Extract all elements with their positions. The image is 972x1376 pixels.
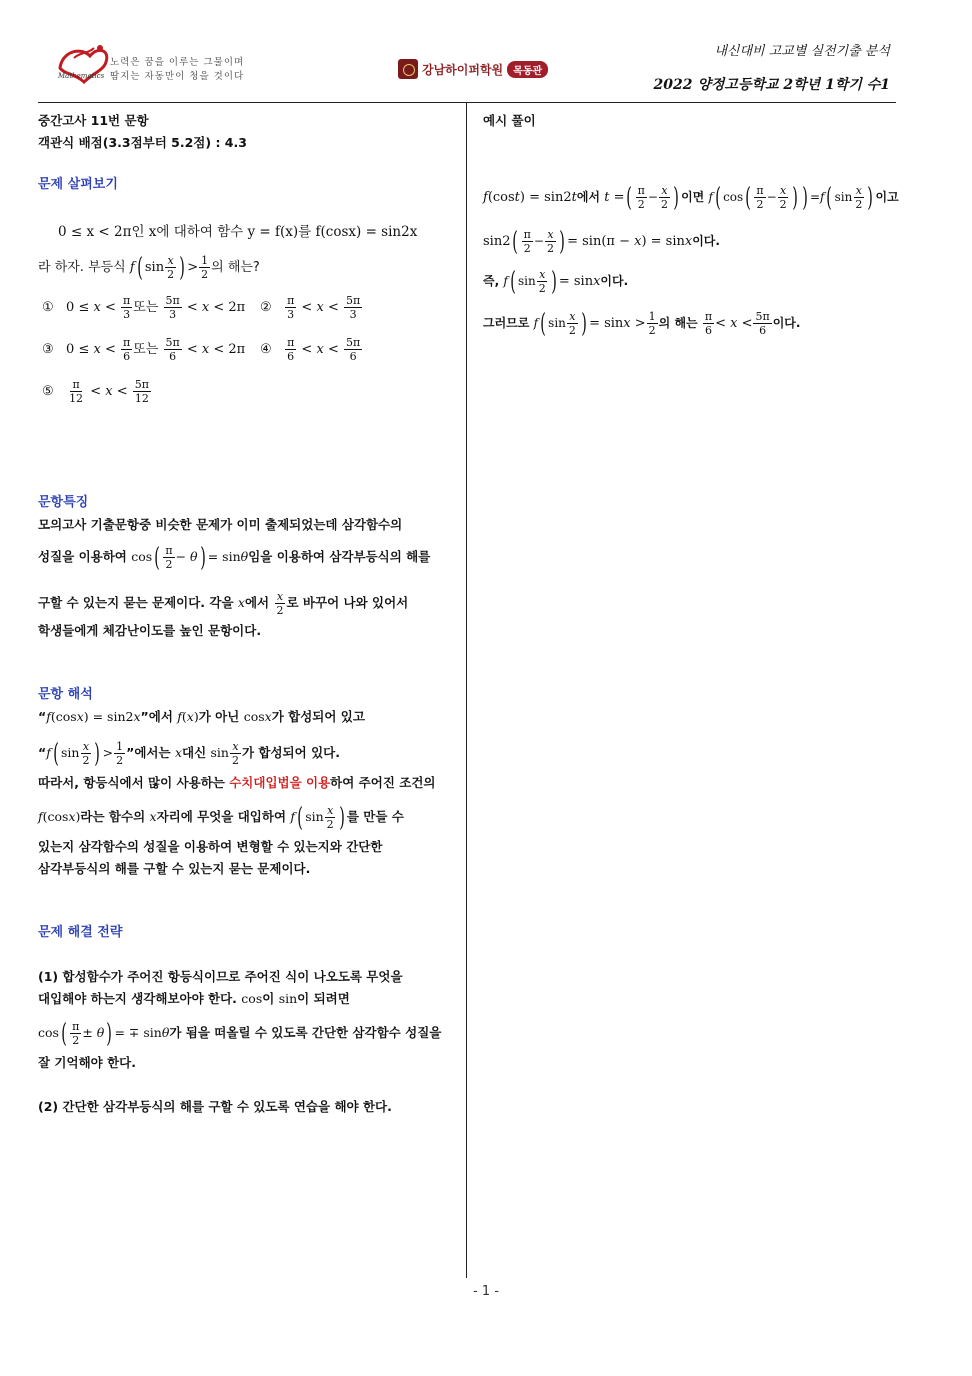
solution-line-3-pre: 즉, — [483, 274, 500, 288]
interp-line-2-b: 대신 — [182, 745, 207, 760]
header-divider — [38, 102, 896, 103]
solution-line-4-mid: 의 해는 — [658, 316, 698, 330]
problem-question: 의 해는? — [211, 260, 260, 275]
feature-line-3-post: 로 바꾸어 나와 있어서 — [286, 595, 409, 610]
problem-domain: 0 ≤ x < 2π — [58, 224, 132, 240]
academy-name: 강남하이퍼학원 — [422, 62, 504, 77]
solution-line-4-pre: 그러므로 — [483, 316, 530, 330]
interp-highlight: 수치대입법을 이용 — [229, 775, 331, 790]
strategy-1-line-4: 잘 기억해야 한다. — [38, 1055, 136, 1070]
problem-line-1 — [58, 223, 417, 241]
interp-line-1: “f(cosx) = sin2x”에서 f(x)가 아닌 cosx가 합성되어 있고 — [38, 709, 365, 724]
school-logo — [54, 38, 114, 90]
solution-line-2: sin2( $\frac{\pi}{2}$ − $\frac{x}{2}$ ) = sin(π − x) = sinx이다. — [483, 226, 720, 257]
strategy-1-line-2-mid: 이 — [262, 991, 275, 1006]
interp-line-6: 삼각부등식의 해를 구할 수 있는지 묻는 문제이다. — [38, 861, 311, 876]
choice-1[interactable]: ① 0 ≤ x < $\frac{\pi}{3}$ 또는 $\frac{5\pi}{3}$ < x < 2π — [42, 294, 246, 321]
academy-logo — [398, 59, 548, 79]
strategy-1-line-2-pre: 대입해야 하는지 생각해보아야 한다. — [38, 991, 237, 1006]
strategy-sin: sin — [278, 991, 298, 1006]
choice-number: ③ — [42, 342, 54, 357]
feature-line-4: 학생들에게 체감난이도를 높인 문항이다. — [38, 623, 262, 638]
problem-statement: 인 x에 대하여 함수 y = f(x)를 f(cosx) = sin2x — [131, 224, 418, 240]
strategy-1-line-2 — [38, 990, 350, 1008]
column-divider — [466, 103, 467, 1278]
problem-line-2: 라 하자. 부등식 f( sin $\frac{x}{2}$ ) > $\frac{1}{2}$ 의 해는? — [38, 252, 260, 283]
svg-text:Mathematics: Mathematics — [58, 72, 105, 80]
choice-4[interactable]: ④ $\frac{\pi}{6}$ < x < $\frac{5\pi}{6}$ — [260, 336, 361, 363]
strategy-1-line-2-post: 이 되려면 — [297, 991, 350, 1006]
strategy-1-line-3-post: 가 됨을 떠올릴 수 있도록 간단한 삼각함수 성질을 — [169, 1025, 442, 1040]
solution-line-2-end: 이다. — [692, 234, 720, 248]
choice-2[interactable]: ② $\frac{\pi}{3}$ < x < $\frac{5\pi}{3}$ — [260, 294, 361, 321]
solution-line-1-c: 이고 — [875, 190, 899, 204]
solution-line-1-a: 에서 — [576, 190, 601, 204]
interp-line-1-a: 에서 — [148, 709, 173, 724]
header-subtitle: 내신대비 고교별 실전기출 분석 — [714, 44, 890, 59]
section-title-features: 문항특징 — [38, 495, 89, 510]
strategy-1-line-1: (1) 합성함수가 주어진 항등식이므로 주어진 식이 나오도록 무엇을 — [38, 969, 403, 984]
problem-lead: 라 하자. 부등식 — [38, 260, 126, 275]
interp-line-4-b: 자리에 무엇을 대입하여 — [156, 809, 287, 824]
solution-line-3: 즉, f( sin $\frac{x}{2}$ ) = sinx이다. — [483, 266, 629, 297]
interp-line-4-a: 라는 함수의 — [80, 809, 146, 824]
choice-number: ④ — [260, 342, 272, 357]
feature-line-3: 구할 수 있는지 묻는 문제이다. 각을 x에서 $\frac{x}{2}$ 로 바꾸어 나와 있어서 — [38, 590, 409, 617]
feature-line-3-pre: 구할 수 있는지 묻는 문제이다. 각을 — [38, 595, 234, 610]
choice-number: ⑤ — [42, 384, 54, 399]
feature-line-1: 모의고사 기출문항중 비슷한 문제가 이미 출제되었는데 삼각함수의 — [38, 517, 403, 532]
solution-line-4: 그러므로 f( sin $\frac{x}{2}$ ) = sinx > $\frac{1}{2}$ 의 해는 $\frac{\pi}{6}$ < x < $\frac{5\pi}{6}$ 이다. — [483, 308, 801, 339]
choice-5[interactable]: ⑤ $\frac{\pi}{12}$ < x < $\frac{5\pi}{12}$ — [42, 378, 149, 405]
header-title: 2022 양정고등학교 2학년 1학기 수1 — [653, 77, 890, 93]
branch-badge: 목동관 — [507, 61, 548, 78]
interp-line-1-c: 가 합성되어 있고 — [271, 709, 365, 724]
choice-number: ② — [260, 300, 272, 315]
interp-line-2-c: 가 합성되어 있다. — [241, 745, 340, 760]
section-title-interpretation: 문항 해석 — [38, 687, 93, 702]
interp-line-3 — [38, 774, 435, 792]
meta-line-2: 객관식 배점(3.3점부터 5.2점) : 4.3 — [38, 135, 247, 150]
academy-crest-icon — [398, 59, 418, 79]
motto-line-1: 노력은 꿈을 이루는 그물이며 — [110, 57, 245, 68]
interp-line-5: 있는지 삼각함수의 성질을 이용하여 변형할 수 있는지와 간단한 — [38, 839, 383, 854]
interp-line-2: “f( sin $\frac{x}{2}$ ) > $\frac{1}{2}$ ”에서는 x대신 sin $\frac{x}{2}$ 가 합성되어 있다. — [38, 738, 340, 769]
feature-line-2-pre: 성질을 이용하여 — [38, 549, 127, 564]
interp-line-3-pre: 따라서, 항등식에서 많이 사용하는 — [38, 775, 225, 790]
choice-number: ① — [42, 300, 54, 315]
feature-line-3-mid: 에서 — [244, 595, 270, 610]
interp-line-3-post: 하여 주어진 조건의 — [330, 775, 436, 790]
solution-line-4-end: 이다. — [772, 316, 801, 330]
feature-line-2: 성질을 이용하여 cos( $\frac{\pi}{2}$ − θ) = sinθ임을 이용하여 삼각부등식의 해를 — [38, 542, 431, 573]
choice-3[interactable]: ③ 0 ≤ x < $\frac{\pi}{6}$ 또는 $\frac{5\pi}{6}$ < x < 2π — [42, 336, 246, 363]
interp-line-1-b: 가 아닌 — [198, 709, 240, 724]
interp-line-4: f(cosx)라는 함수의 x자리에 무엇을 대입하여 f( sin $\frac{x}{2}$ ) 를 만들 수 — [38, 802, 404, 833]
page-number: - 1 - — [473, 1284, 499, 1299]
strategy-cos: cos — [241, 991, 263, 1006]
solution-line-3-end: 이다. — [600, 274, 629, 288]
solution-title: 예시 풀이 — [483, 113, 536, 128]
section-title-overview: 문제 살펴보기 — [38, 177, 118, 192]
solution-line-1: f(cost) = sin2t에서 t =( $\frac{\pi}{2}$ − $\frac{x}{2}$ ) 이면 f( cos( $\frac{\pi}{2}$ − $\frac{x}{2}$ ) ) =f( sin $\frac{x}{2}$ ) 이고 — [483, 182, 899, 213]
interp-line-4-c: 를 만들 수 — [346, 809, 404, 824]
motto-line-2: 땀지는 자동만이 청을 것이다 — [110, 71, 245, 82]
solution-line-1-b: 이면 — [681, 190, 705, 204]
meta-line-1: 중간고사 11번 문항 — [38, 113, 149, 128]
strategy-2: (2) 간단한 삼각부등식의 해를 구할 수 있도록 연습을 해야 한다. — [38, 1099, 392, 1114]
strategy-1-line-3: cos( $\frac{\pi}{2}$ ± θ) = ∓ sinθ가 됨을 떠올릴 수 있도록 간단한 삼각함수 성질을 — [38, 1018, 442, 1049]
feature-line-2-post: 임을 이용하여 삼각부등식의 해를 — [248, 549, 431, 564]
motto — [110, 56, 244, 84]
interp-line-2-a: 에서는 — [134, 745, 171, 760]
section-title-strategy: 문제 해결 전략 — [38, 925, 123, 940]
